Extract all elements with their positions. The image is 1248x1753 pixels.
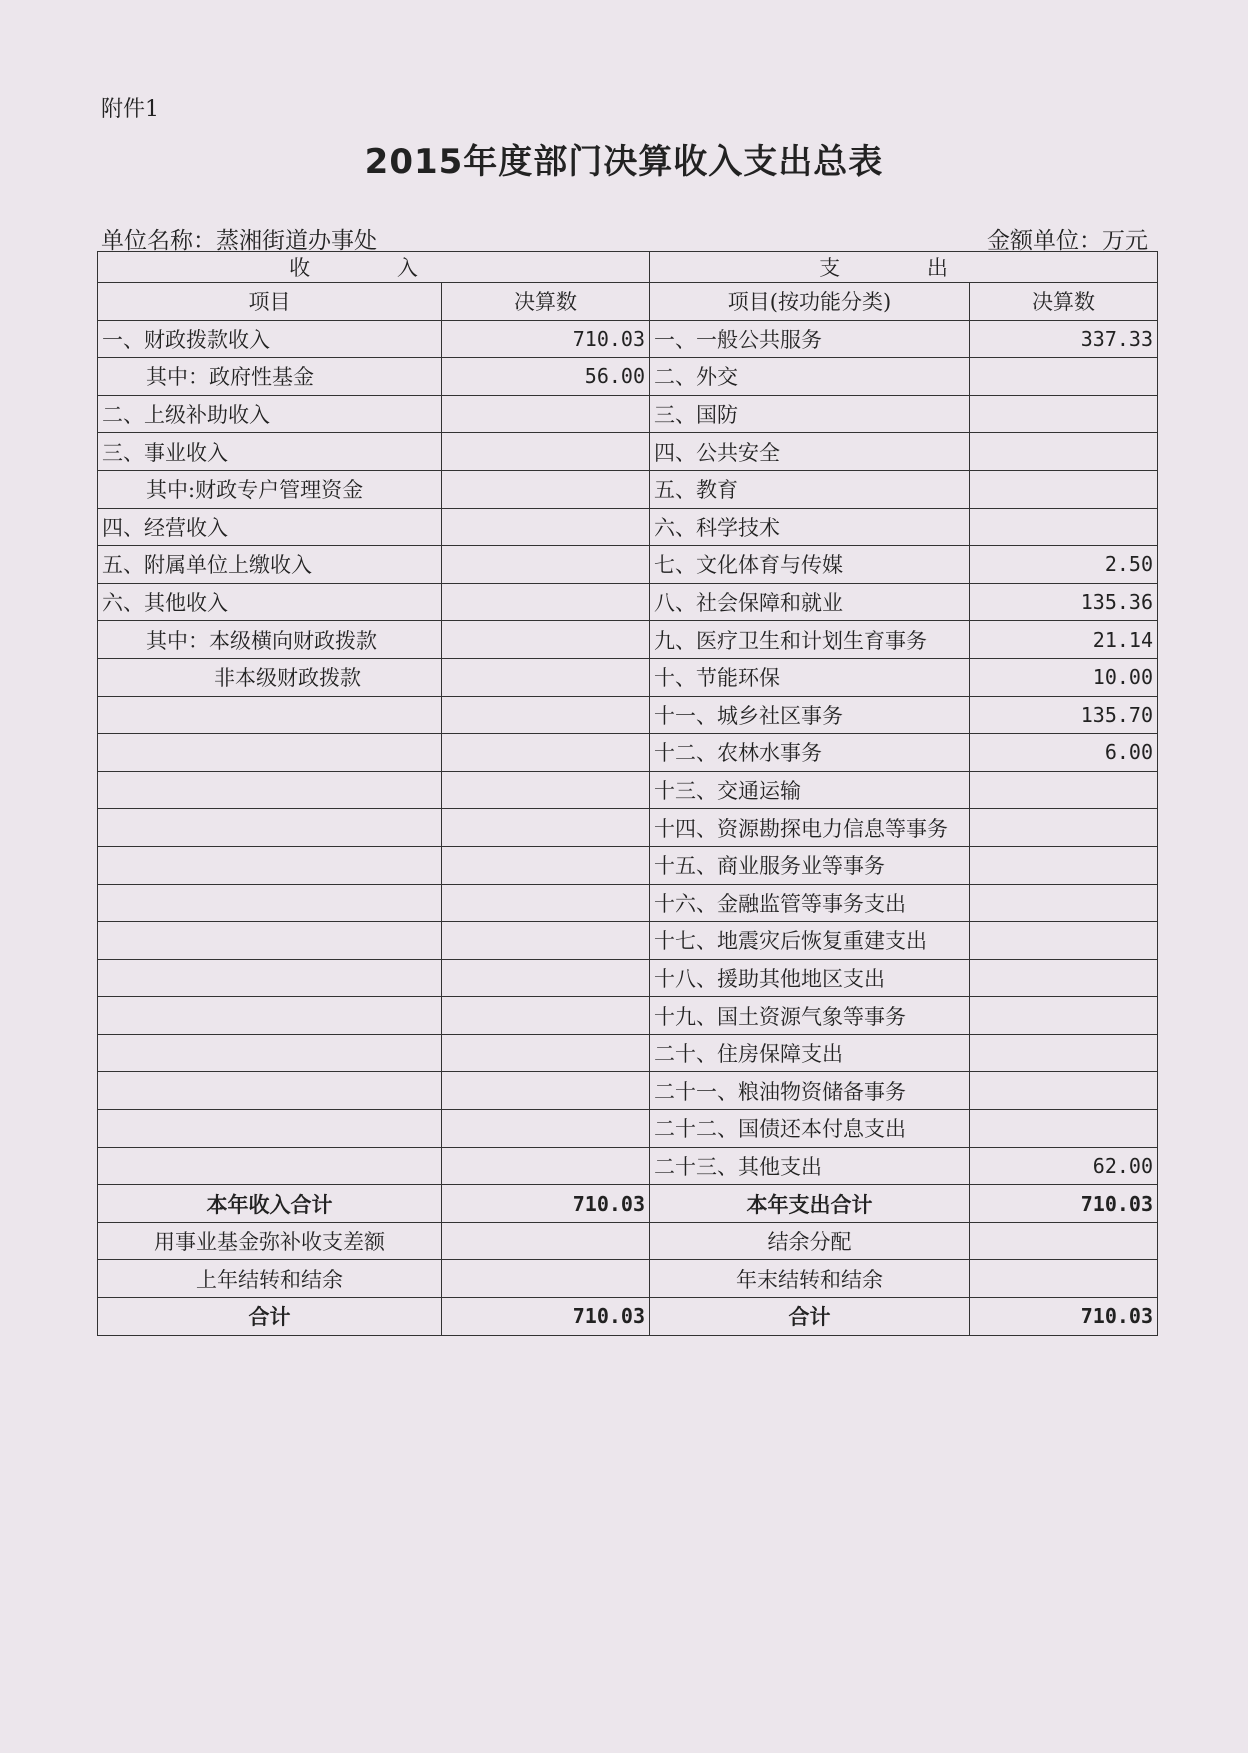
- income-expense-table: [97, 251, 1158, 1336]
- expense-amount-cell: [970, 470, 1158, 508]
- income-amount-cell: [442, 846, 650, 884]
- table-row: [98, 809, 1158, 847]
- income-amount-cell: [442, 884, 650, 922]
- income-amount-cell: 710.03: [442, 320, 650, 358]
- expense-item-cell: 九、医疗卫生和计划生育事务: [650, 621, 970, 659]
- income-amount-header: 决算数: [442, 283, 650, 321]
- expense-item-cell: 二、外交: [650, 358, 970, 396]
- income-item-cell: 其中：本级横向财政拨款: [98, 621, 442, 659]
- expense-amount-cell: 135.70: [970, 696, 1158, 734]
- expense-amount-cell: 337.33: [970, 320, 1158, 358]
- summary-expense-amount: 710.03: [970, 1185, 1158, 1223]
- summary-income-label: 用事业基金弥补收支差额: [98, 1222, 442, 1260]
- income-item-cell: 其中:财政专户管理资金: [98, 470, 442, 508]
- expense-amount-cell: [970, 508, 1158, 546]
- income-amount-cell: [442, 809, 650, 847]
- summary-row: [98, 1260, 1158, 1298]
- income-item-cell: [98, 696, 442, 734]
- income-amount-cell: [442, 1034, 650, 1072]
- table-row: [98, 884, 1158, 922]
- income-item-cell: [98, 1072, 442, 1110]
- summary-income-amount: 710.03: [442, 1185, 650, 1223]
- expense-item-cell: 八、社会保障和就业: [650, 583, 970, 621]
- expense-amount-cell: [970, 1072, 1158, 1110]
- summary-expense-amount: 710.03: [970, 1298, 1158, 1336]
- income-amount-cell: [442, 508, 650, 546]
- summary-income-label: 合计: [98, 1298, 442, 1336]
- expense-item-cell: 二十一、粮油物资储备事务: [650, 1072, 970, 1110]
- summary-expense-label: 年末结转和结余: [650, 1260, 970, 1298]
- income-item-cell: [98, 997, 442, 1035]
- income-item-cell: [98, 809, 442, 847]
- income-item-cell: 五、附属单位上缴收入: [98, 546, 442, 584]
- money-unit: 金额单位：万元: [987, 228, 1148, 254]
- unit-name: 单位名称：蒸湘街道办事处: [101, 228, 377, 254]
- expense-amount-cell: [970, 1034, 1158, 1072]
- income-item-cell: 非本级财政拨款: [98, 658, 442, 696]
- table-row: [98, 320, 1158, 358]
- income-amount-cell: [442, 583, 650, 621]
- income-amount-cell: [442, 546, 650, 584]
- page-title: 2015年度部门决算收入支出总表: [364, 142, 884, 182]
- table-row: [98, 997, 1158, 1035]
- income-item-header: 项目: [98, 283, 442, 321]
- expense-amount-cell: [970, 959, 1158, 997]
- table-row: [98, 546, 1158, 584]
- income-amount-cell: 56.00: [442, 358, 650, 396]
- expense-amount-header: 决算数: [970, 283, 1158, 321]
- summary-expense-label: 合计: [650, 1298, 970, 1336]
- expense-amount-cell: 2.50: [970, 546, 1158, 584]
- income-item-cell: [98, 959, 442, 997]
- expense-amount-cell: 135.36: [970, 583, 1158, 621]
- income-amount-cell: [442, 621, 650, 659]
- income-item-cell: [98, 1110, 442, 1148]
- expense-item-cell: 十四、资源勘探电力信息等事务: [650, 809, 970, 847]
- expense-amount-cell: [970, 884, 1158, 922]
- expense-amount-cell: [970, 997, 1158, 1035]
- income-item-cell: [98, 846, 442, 884]
- table-row: [98, 1072, 1158, 1110]
- table-row: [98, 696, 1158, 734]
- summary-expense-amount: [970, 1222, 1158, 1260]
- table-row: [98, 734, 1158, 772]
- income-amount-cell: [442, 1072, 650, 1110]
- expense-item-cell: 四、公共安全: [650, 433, 970, 471]
- table-row: [98, 846, 1158, 884]
- income-amount-cell: [442, 771, 650, 809]
- table-row: [98, 1034, 1158, 1072]
- income-item-cell: 一、财政拨款收入: [98, 320, 442, 358]
- summary-row: [98, 1298, 1158, 1336]
- income-item-cell: 三、事业收入: [98, 433, 442, 471]
- expense-amount-cell: 6.00: [970, 734, 1158, 772]
- table-row: [98, 658, 1158, 696]
- expense-amount-cell: [970, 358, 1158, 396]
- income-amount-cell: [442, 734, 650, 772]
- summary-income-label: 本年收入合计: [98, 1185, 442, 1223]
- summary-row: [98, 1185, 1158, 1223]
- income-amount-cell: [442, 470, 650, 508]
- income-item-cell: 其中：政府性基金: [98, 358, 442, 396]
- income-amount-cell: [442, 395, 650, 433]
- summary-income-amount: 710.03: [442, 1298, 650, 1336]
- income-item-cell: 二、上级补助收入: [98, 395, 442, 433]
- expense-item-header: 项目(按功能分类): [650, 283, 970, 321]
- summary-income-amount: [442, 1260, 650, 1298]
- table-row: [98, 583, 1158, 621]
- income-item-cell: [98, 1034, 442, 1072]
- table-row: [98, 395, 1158, 433]
- summary-income-label: 上年结转和结余: [98, 1260, 442, 1298]
- expense-item-cell: 十九、国土资源气象等事务: [650, 997, 970, 1035]
- expense-item-cell: 十三、交通运输: [650, 771, 970, 809]
- expense-item-cell: 十二、农林水事务: [650, 734, 970, 772]
- expense-amount-cell: [970, 771, 1158, 809]
- expense-item-cell: 十六、金融监管等事务支出: [650, 884, 970, 922]
- expense-header: 支 出: [650, 252, 1158, 283]
- expense-item-cell: 十五、商业服务业等事务: [650, 846, 970, 884]
- table-row: [98, 959, 1158, 997]
- expense-item-cell: 二十、住房保障支出: [650, 1034, 970, 1072]
- table-row: [98, 922, 1158, 960]
- table-row: [98, 1147, 1158, 1185]
- income-amount-cell: [442, 997, 650, 1035]
- income-item-cell: [98, 734, 442, 772]
- expense-item-cell: 十、节能环保: [650, 658, 970, 696]
- income-amount-cell: [442, 433, 650, 471]
- income-amount-cell: [442, 658, 650, 696]
- summary-expense-label: 结余分配: [650, 1222, 970, 1260]
- attachment-label: 附件1: [101, 97, 159, 122]
- section-header-row: [98, 252, 1158, 283]
- table-row: [98, 1110, 1158, 1148]
- income-item-cell: [98, 771, 442, 809]
- income-item-cell: 四、经营收入: [98, 508, 442, 546]
- table-row: [98, 470, 1158, 508]
- column-header-row: [98, 283, 1158, 321]
- income-amount-cell: [442, 1147, 650, 1185]
- table-row: [98, 621, 1158, 659]
- expense-amount-cell: [970, 1110, 1158, 1148]
- table-row: [98, 508, 1158, 546]
- expense-amount-cell: [970, 395, 1158, 433]
- expense-amount-cell: 10.00: [970, 658, 1158, 696]
- income-item-cell: [98, 884, 442, 922]
- income-item-cell: [98, 922, 442, 960]
- income-amount-cell: [442, 922, 650, 960]
- expense-item-cell: 七、文化体育与传媒: [650, 546, 970, 584]
- expense-item-cell: 二十三、其他支出: [650, 1147, 970, 1185]
- expense-item-cell: 三、国防: [650, 395, 970, 433]
- income-amount-cell: [442, 959, 650, 997]
- table-row: [98, 358, 1158, 396]
- expense-item-cell: 五、教育: [650, 470, 970, 508]
- income-amount-cell: [442, 696, 650, 734]
- expense-amount-cell: [970, 809, 1158, 847]
- expense-amount-cell: 21.14: [970, 621, 1158, 659]
- table-row: [98, 433, 1158, 471]
- income-amount-cell: [442, 1110, 650, 1148]
- expense-item-cell: 六、科学技术: [650, 508, 970, 546]
- summary-income-amount: [442, 1222, 650, 1260]
- summary-expense-amount: [970, 1260, 1158, 1298]
- expense-item-cell: 一、一般公共服务: [650, 320, 970, 358]
- expense-amount-cell: [970, 433, 1158, 471]
- income-item-cell: 六、其他收入: [98, 583, 442, 621]
- summary-row: [98, 1222, 1158, 1260]
- income-item-cell: [98, 1147, 442, 1185]
- expense-amount-cell: [970, 922, 1158, 960]
- income-header: 收 入: [98, 252, 650, 283]
- table-row: [98, 771, 1158, 809]
- summary-expense-label: 本年支出合计: [650, 1185, 970, 1223]
- expense-item-cell: 十一、城乡社区事务: [650, 696, 970, 734]
- expense-item-cell: 十七、地震灾后恢复重建支出: [650, 922, 970, 960]
- expense-amount-cell: 62.00: [970, 1147, 1158, 1185]
- expense-item-cell: 二十二、国债还本付息支出: [650, 1110, 970, 1148]
- expense-amount-cell: [970, 846, 1158, 884]
- expense-item-cell: 十八、援助其他地区支出: [650, 959, 970, 997]
